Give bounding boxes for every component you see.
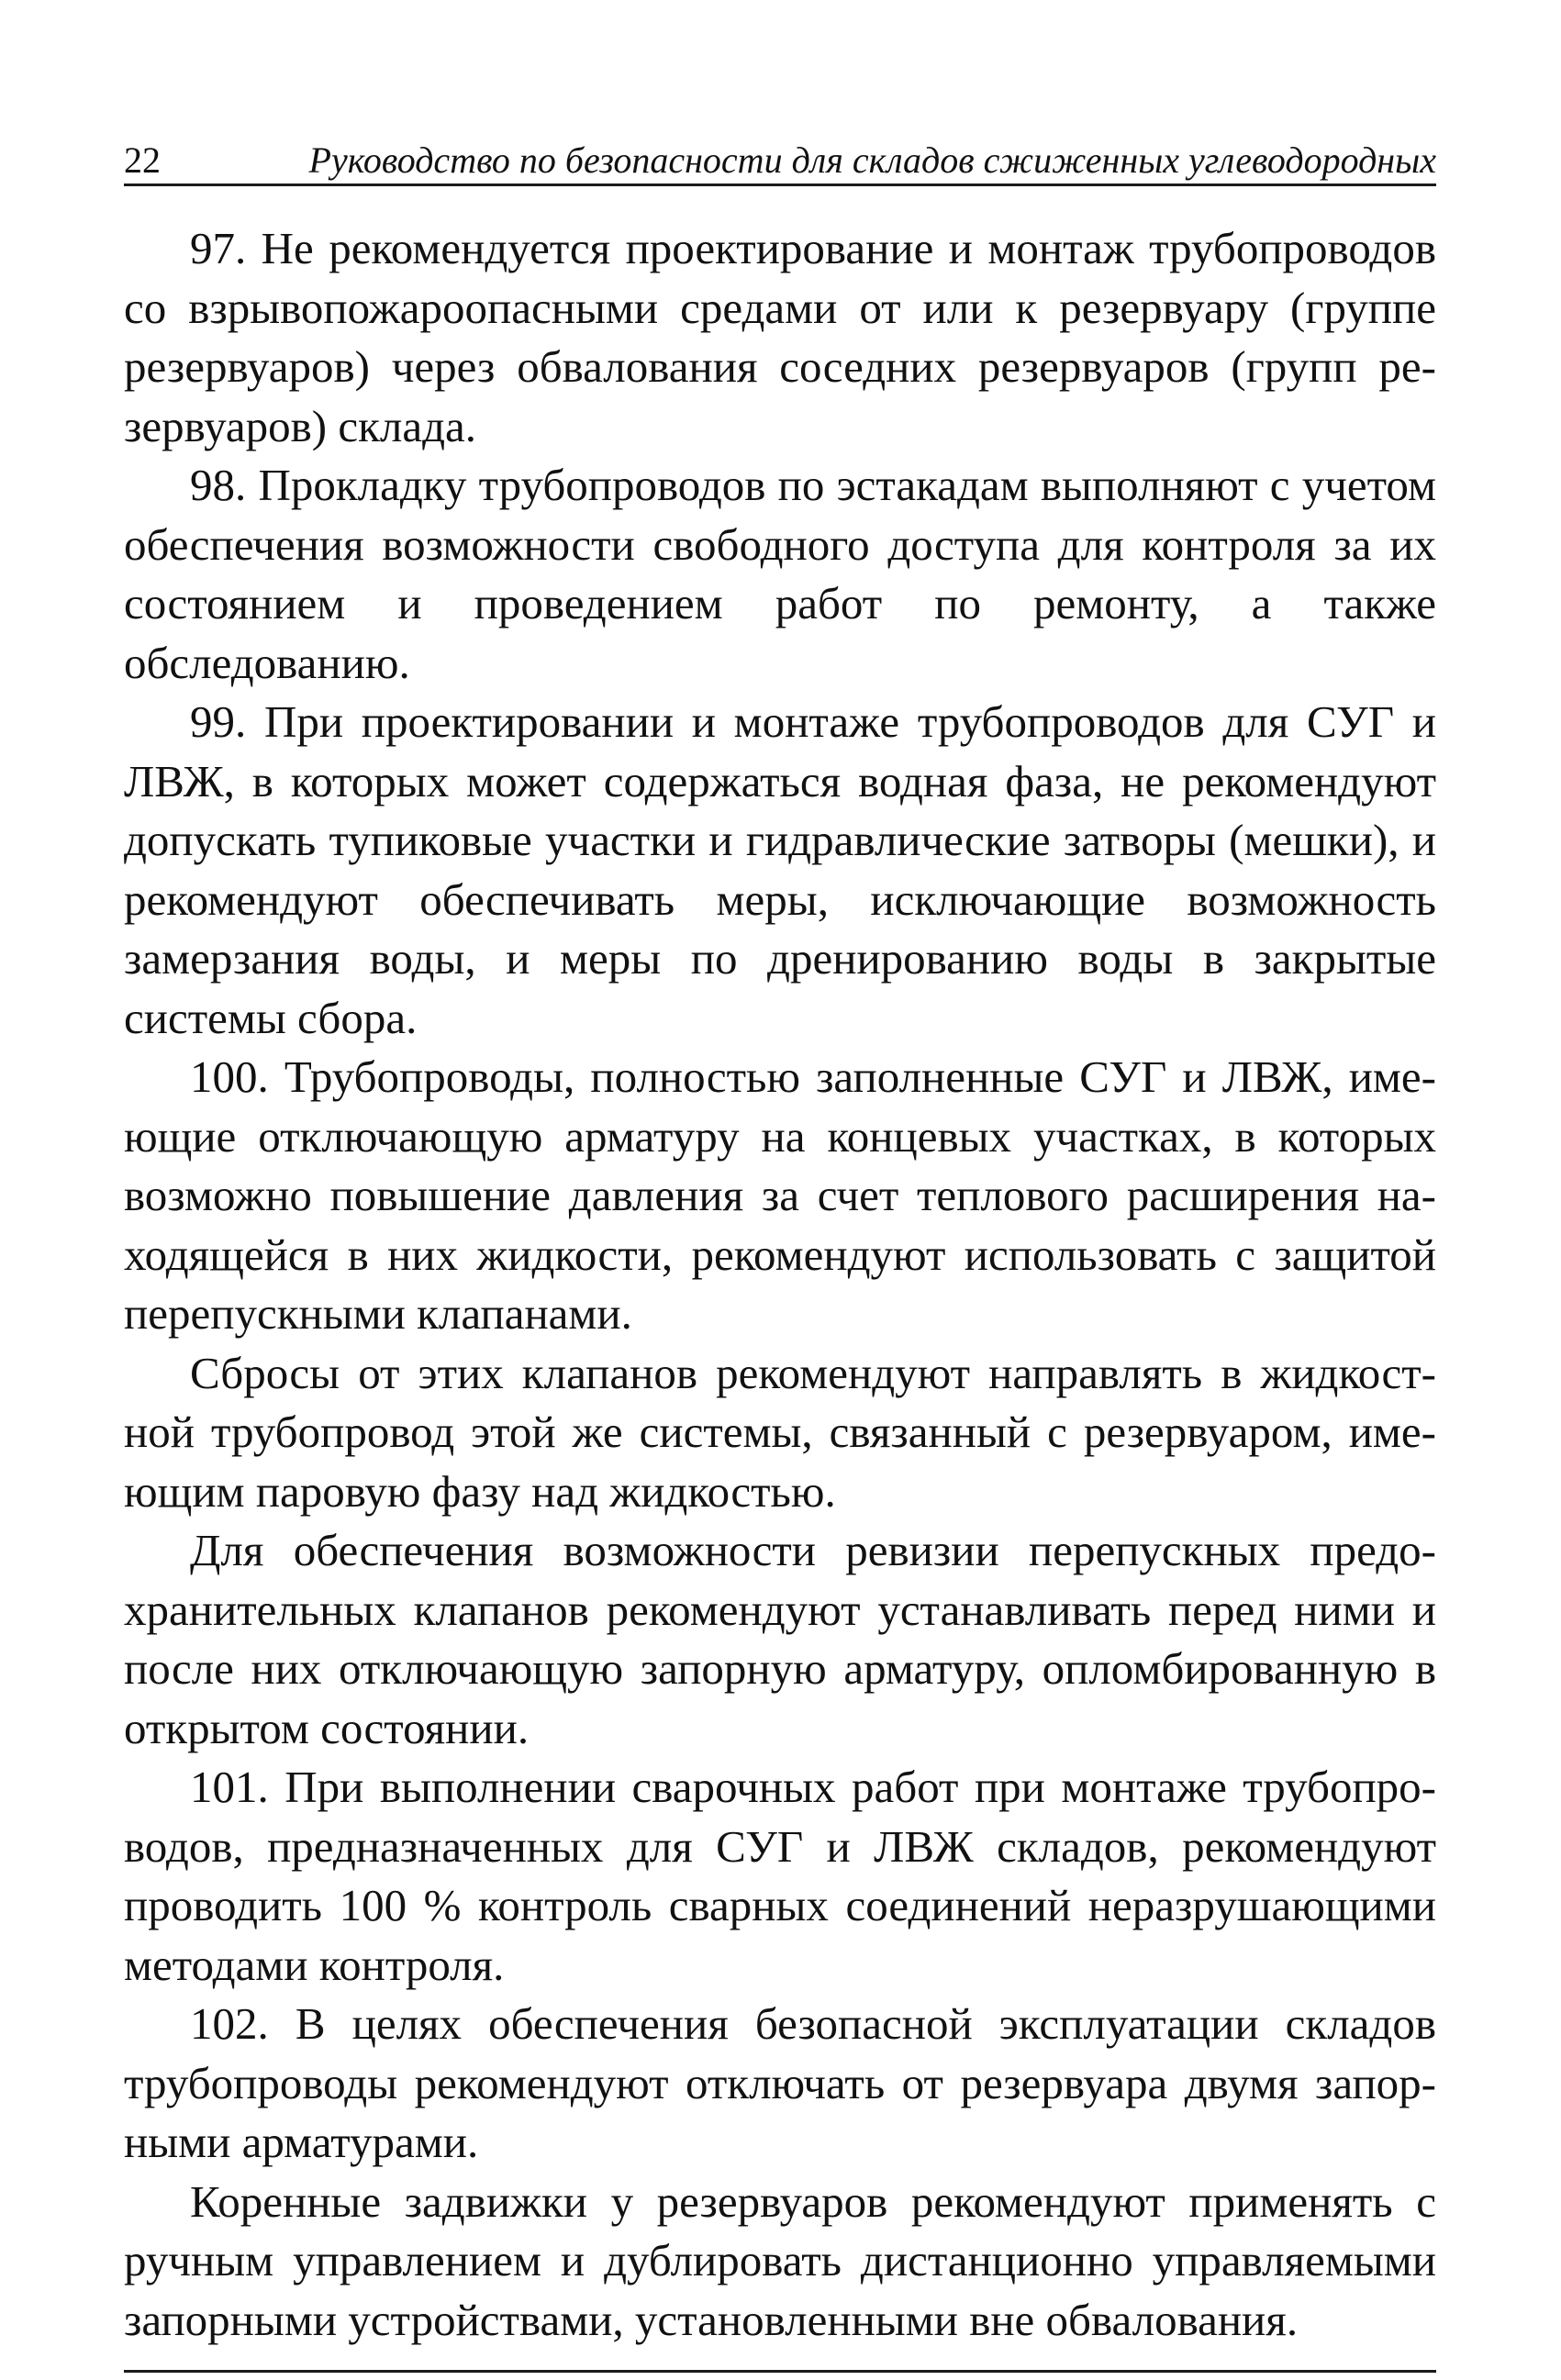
running-header [124, 138, 1436, 186]
paragraph-100: 100. Трубопроводы, полностью заполненные СУГ и ЛВЖ, имеющие отключающую арматуру на концевых участках, в которых возможно повышение давления за счет теплового расширения находящейся в них жидкости, рекомендуют использовать с защитой перепускными клапанами. [124, 1051, 1436, 1339]
page-number: 22 [124, 139, 161, 181]
paragraph-97: 97. Не рекомендуется проектирование и монтаж трубопроводов со взрывопожароопасными средами от или к резервуару (группе резервуаров) через обвалования соседних резервуаров (групп резервуаров) склада. [124, 223, 1436, 451]
header-title: Руководство по безопасности для складов сжиженных углеводородных [308, 139, 1436, 181]
paragraph-99: 99. При проектировании и монтаже трубопроводов для СУГ и ЛВЖ, в которых может содержаться водная фаза, не рекомендуют допускать тупиковые участки и гидравлические затворы (мешки), и рекомендуют обеспечивать меры, исключающие возможность замерзания воды, и меры по дренированию воды в закрытые системы сбора. [124, 696, 1436, 1043]
bottom-rule [124, 2370, 1436, 2373]
paragraph-100-discharge: Сбросы от этих клапанов рекомендуют направлять в жидкостной трубопровод этой же системы, связанный с резервуаром, имеющим паровую фазу над жидкостью. [124, 1347, 1436, 1517]
paragraph-102-valves: Коренные задвижки у резервуаров рекомендуют применять с ручным управлением и дублировать дистанционно управляемыми запорными устройствами, установленными вне обвалования. [124, 2175, 1436, 2345]
paragraph-100-revision: Для обеспечения возможности ревизии перепускных предохранительных клапанов рекомендуют устанавливать перед ними и после них отключающую запорную арматуру, опломбированную в открытом состоянии. [124, 1525, 1436, 1753]
paragraph-98: 98. Прокладку трубопроводов по эстакадам выполняют с учетом обеспечения возможности свободного доступа для контроля за их состоянием и проведением работ по ремонту, а также обследованию. [124, 460, 1436, 688]
paragraph-101: 101. При выполнении сварочных работ при монтаже трубопроводов, предназначенных для СУГ и ЛВЖ складов, рекомендуют проводить 100 % контроль сварных соединений неразрушающими методами контроля. [124, 1762, 1436, 1990]
body-text [124, 219, 1436, 2350]
document-page [124, 138, 1436, 2380]
paragraph-102: 102. В целях обеспечения безопасной эксплуатации складов трубопроводы рекомендуют отключать от резервуара двумя запорными арматурами. [124, 1998, 1436, 2167]
